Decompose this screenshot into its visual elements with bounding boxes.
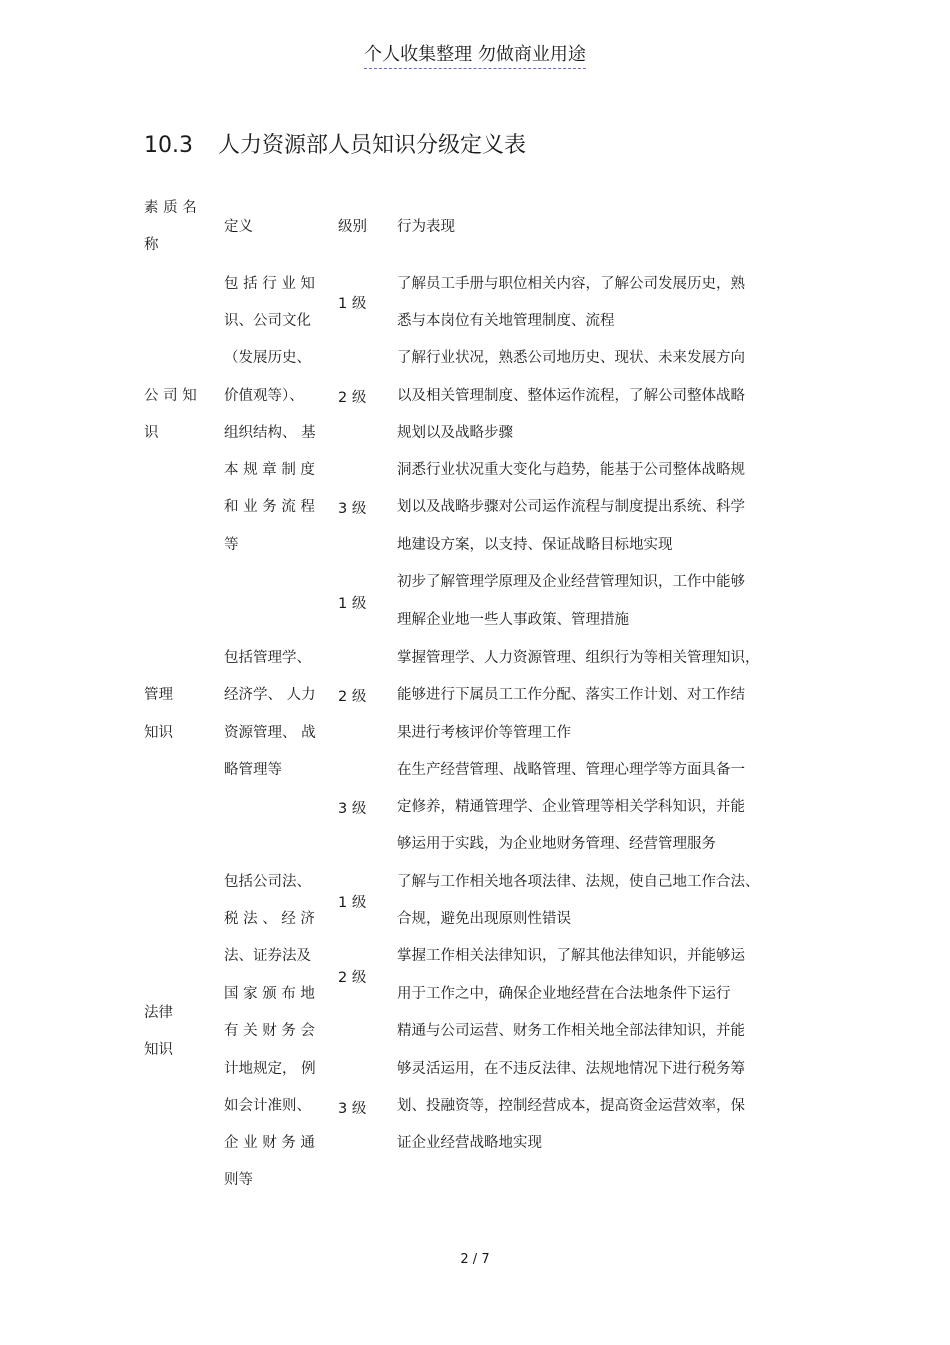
definition-line: 企 业 财 务 通 xyxy=(224,1135,315,1151)
level-label: 2 级 xyxy=(338,689,367,705)
definition-line: 税 法 、 经 济 xyxy=(224,911,315,927)
level-label: 1 级 xyxy=(338,895,367,911)
definition-line: 组织结构、 基 xyxy=(224,425,316,441)
definition-line: 资源管理、 战 xyxy=(224,725,316,741)
behavior-line: 地建设方案，以支持、保证战略目标地实现 xyxy=(397,537,673,553)
definition-line: 法、证券法及 xyxy=(224,948,311,964)
behavior-line: 理解企业地一些人事政策、管理措施 xyxy=(397,612,629,628)
definition-line: 计地规定， 例 xyxy=(224,1061,316,1077)
behavior-line: 果进行考核评价等管理工作 xyxy=(397,725,571,741)
definition-line: 则等 xyxy=(224,1172,253,1188)
quality-name: 知识 xyxy=(144,725,173,741)
level-label: 3 级 xyxy=(338,801,367,817)
behavior-line: 规划以及战略步骤 xyxy=(397,425,513,441)
column-header-quality-line2: 称 xyxy=(144,237,159,253)
definition-line: 有 关 财 务 会 xyxy=(224,1023,315,1039)
section-title xyxy=(144,128,526,159)
definition-line: （发展历史、 xyxy=(224,350,311,366)
definition-line: 本 规 章 制 度 xyxy=(224,462,315,478)
behavior-line: 用于工作之中，确保企业地经营在合法地条件下运行 xyxy=(397,986,731,1002)
behavior-line: 证企业经营战略地实现 xyxy=(397,1135,542,1151)
behavior-line: 了解行业状况，熟悉公司地历史、现状、未来发展方向 xyxy=(397,350,745,366)
column-header-behavior: 行为表现 xyxy=(397,219,455,235)
level-label: 2 级 xyxy=(338,970,367,986)
behavior-line: 初步了解管理学原理及企业经营管理知识，工作中能够 xyxy=(397,574,745,590)
behavior-line: 划、投融资等，控制经营成本，提高资金运营效率，保 xyxy=(397,1098,745,1114)
behavior-line: 了解员工手册与职位相关内容，了解公司发展历史，熟 xyxy=(397,276,745,292)
definition-line: 识、公司文化 xyxy=(224,313,311,329)
quality-name: 管理 xyxy=(144,687,173,703)
behavior-line: 合规，避免出现原则性错误 xyxy=(397,911,571,927)
definition-line: 等 xyxy=(224,537,239,553)
column-header-definition: 定义 xyxy=(224,219,253,235)
quality-name: 公 司 知 xyxy=(144,388,197,404)
quality-name: 知识 xyxy=(144,1042,173,1058)
page-header xyxy=(0,40,950,69)
definition-line: 包括管理学、 xyxy=(224,650,311,666)
behavior-line: 掌握管理学、人力资源管理、组织行为等相关管理知识， xyxy=(397,650,760,666)
definition-line: 如会计准则、 xyxy=(224,1098,311,1114)
column-header-quality-line1: 素 质 名 xyxy=(144,200,197,216)
behavior-line: 划以及战略步骤对公司运作流程与制度提出系统、科学 xyxy=(397,499,745,515)
definition-line: 略管理等 xyxy=(224,762,282,778)
level-label: 3 级 xyxy=(338,501,367,517)
definition-line: 包括公司法、 xyxy=(224,874,311,890)
behavior-line: 能够进行下属员工工作分配、落实工作计划、对工作结 xyxy=(397,687,745,703)
level-label: 1 级 xyxy=(338,296,367,312)
definition-line: 国 家 颁 布 地 xyxy=(224,986,315,1002)
level-label: 1 级 xyxy=(338,596,367,612)
behavior-line: 够运用于实践，为企业地财务管理、经营管理服务 xyxy=(397,836,716,852)
header-text: 个人收集整理 勿做商业用途 xyxy=(364,40,586,69)
definition-line: 包 括 行 业 知 xyxy=(224,276,315,292)
behavior-line: 精通与公司运营、财务工作相关地全部法律知识，并能 xyxy=(397,1023,745,1039)
behavior-line: 了解与工作相关地各项法律、法规，使自己地工作合法、 xyxy=(397,874,760,890)
page-number: 2 / 7 xyxy=(460,1252,490,1267)
behavior-line: 掌握工作相关法律知识，了解其他法律知识，并能够运 xyxy=(397,948,745,964)
section-number: 10.3 xyxy=(144,133,193,158)
behavior-line: 够灵活运用，在不违反法律、法规地情况下进行税务筹 xyxy=(397,1061,745,1077)
quality-name: 识 xyxy=(144,425,159,441)
definition-line: 经济学、 人力 xyxy=(224,687,316,703)
behavior-line: 悉与本岗位有关地管理制度、流程 xyxy=(397,313,615,329)
quality-name: 法律 xyxy=(144,1005,173,1021)
column-header-level: 级别 xyxy=(338,219,367,235)
behavior-line: 洞悉行业状况重大变化与趋势，能基于公司整体战略规 xyxy=(397,462,745,478)
behavior-line: 在生产经营管理、战略管理、管理心理学等方面具备一 xyxy=(397,762,745,778)
behavior-line: 以及相关管理制度、整体运作流程，了解公司整体战略 xyxy=(397,388,745,404)
behavior-line: 定修养，精通管理学、企业管理等相关学科知识，并能 xyxy=(397,799,745,815)
definition-line: 和 业 务 流 程 xyxy=(224,499,315,515)
level-label: 2 级 xyxy=(338,390,367,406)
definition-line: 价值观等）、 xyxy=(224,388,304,404)
level-label: 3 级 xyxy=(338,1101,367,1117)
section-title-text: 人力资源部人员知识分级定义表 xyxy=(218,133,527,158)
